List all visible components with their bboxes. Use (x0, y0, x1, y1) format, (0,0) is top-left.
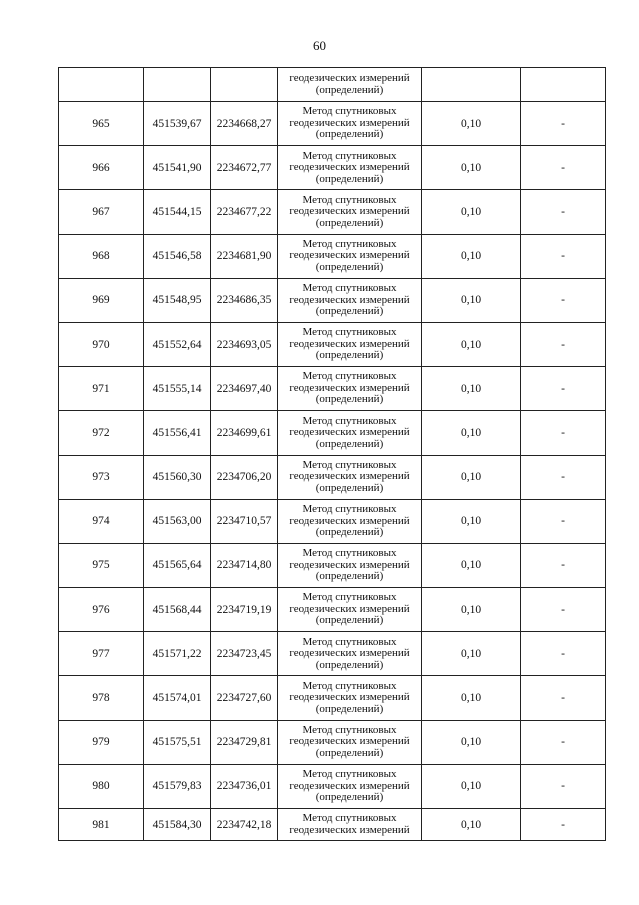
cell-precision: 0,10 (422, 367, 521, 411)
table-body (59, 68, 606, 841)
method-text: Метод спутниковых геодезических измерений (определений) (289, 414, 410, 450)
cell-num: 972 (59, 411, 144, 455)
cell-num: 971 (59, 367, 144, 411)
cell-description: - (521, 720, 606, 764)
cell-method (278, 809, 422, 841)
cell-x: 451575,51 (144, 720, 211, 764)
method-text: Метод спутниковых геодезических измерений (определений) (289, 635, 410, 671)
cell-precision: 0,10 (422, 764, 521, 808)
cell-x: 451568,44 (144, 588, 211, 632)
cell-method (278, 322, 422, 366)
table-row (59, 411, 606, 455)
cell-x: 451563,00 (144, 499, 211, 543)
cell-description: - (521, 764, 606, 808)
table-row (59, 455, 606, 499)
table-row (59, 543, 606, 587)
cell-num: 969 (59, 278, 144, 322)
table-row-last (59, 809, 606, 841)
cell-x: 451555,14 (144, 367, 211, 411)
cell-description: - (521, 411, 606, 455)
table-row (59, 146, 606, 190)
cell-x: 451584,30 (144, 809, 211, 841)
method-text: Метод спутниковых геодезических измерений (определений) (289, 768, 410, 804)
method-text: Метод спутниковых геодезических измерений (определений) (289, 679, 410, 715)
cell-y: 2234693,05 (211, 322, 278, 366)
page-number: 60 (313, 38, 326, 53)
cell-description: - (521, 632, 606, 676)
cell-num: 979 (59, 720, 144, 764)
table-row (59, 676, 606, 720)
cell-method (278, 720, 422, 764)
cell-y: 2234672,77 (211, 146, 278, 190)
cell-description: - (521, 234, 606, 278)
table-row (59, 278, 606, 322)
cell-y: 2234742,18 (211, 809, 278, 841)
cell-description: - (521, 146, 606, 190)
cell-x: 451556,41 (144, 411, 211, 455)
cell-method (278, 764, 422, 808)
table-row (59, 190, 606, 234)
cell-y: 2234699,61 (211, 411, 278, 455)
cell-x (144, 68, 211, 102)
cell-num: 978 (59, 676, 144, 720)
cell-x: 451579,83 (144, 764, 211, 808)
table-row (59, 588, 606, 632)
cell-precision: 0,10 (422, 499, 521, 543)
cell-method (278, 68, 422, 102)
cell-num: 973 (59, 455, 144, 499)
cell-precision: 0,10 (422, 102, 521, 146)
cell-precision: 0,10 (422, 234, 521, 278)
cell-precision: 0,10 (422, 455, 521, 499)
cell-description: - (521, 455, 606, 499)
cell-num: 970 (59, 322, 144, 366)
cell-x: 451552,64 (144, 322, 211, 366)
method-text: Метод спутниковых геодезических измерений (определений) (289, 458, 410, 494)
table-row (59, 632, 606, 676)
cell-method (278, 146, 422, 190)
cell-method (278, 588, 422, 632)
method-text: Метод спутниковых геодезических измерений (определений) (289, 105, 410, 141)
cell-method (278, 367, 422, 411)
cell-x: 451560,30 (144, 455, 211, 499)
method-text: Метод спутниковых геодезических измерений (определений) (289, 326, 410, 362)
cell-method (278, 190, 422, 234)
cell-num: 974 (59, 499, 144, 543)
method-text: Метод спутниковых геодезических измерений (определений) (289, 370, 410, 406)
table-row (59, 720, 606, 764)
method-text: Метод спутниковых геодезических измерений (289, 812, 410, 836)
method-text: Метод спутниковых геодезических измерений (определений) (289, 591, 410, 627)
cell-method (278, 102, 422, 146)
cell-precision: 0,10 (422, 146, 521, 190)
cell-num: 976 (59, 588, 144, 632)
cell-description: - (521, 676, 606, 720)
cell-y: 2234681,90 (211, 234, 278, 278)
cell-x: 451571,22 (144, 632, 211, 676)
table-row (59, 322, 606, 366)
method-text: Метод спутниковых геодезических измерений (определений) (289, 237, 410, 273)
method-text: геодезических измерений (определений) (289, 72, 410, 96)
cell-y: 2234677,22 (211, 190, 278, 234)
cell-x: 451539,67 (144, 102, 211, 146)
cell-num: 980 (59, 764, 144, 808)
cell-x: 451544,15 (144, 190, 211, 234)
table-row (59, 102, 606, 146)
cell-description: - (521, 588, 606, 632)
table-row (59, 367, 606, 411)
table-row (59, 234, 606, 278)
cell-precision: 0,10 (422, 411, 521, 455)
cell-method (278, 234, 422, 278)
cell-method (278, 676, 422, 720)
cell-num (59, 68, 144, 102)
cell-x: 451565,64 (144, 543, 211, 587)
cell-y: 2234668,27 (211, 102, 278, 146)
cell-method (278, 455, 422, 499)
cell-num: 967 (59, 190, 144, 234)
cell-precision: 0,10 (422, 543, 521, 587)
cell-precision (422, 68, 521, 102)
cell-description: - (521, 278, 606, 322)
cell-method (278, 499, 422, 543)
method-text: Метод спутниковых геодезических измерений (определений) (289, 149, 410, 185)
coordinates-table (58, 67, 606, 841)
cell-x: 451574,01 (144, 676, 211, 720)
method-text: Метод спутниковых геодезических измерений (определений) (289, 193, 410, 229)
cell-num: 968 (59, 234, 144, 278)
cell-x: 451546,58 (144, 234, 211, 278)
cell-y (211, 68, 278, 102)
table-row (59, 764, 606, 808)
cell-description (521, 68, 606, 102)
cell-precision: 0,10 (422, 278, 521, 322)
table-row (59, 499, 606, 543)
cell-y: 2234729,81 (211, 720, 278, 764)
cell-y: 2234723,45 (211, 632, 278, 676)
cell-description: - (521, 809, 606, 841)
cell-precision: 0,10 (422, 588, 521, 632)
cell-y: 2234710,57 (211, 499, 278, 543)
cell-precision: 0,10 (422, 632, 521, 676)
cell-num: 977 (59, 632, 144, 676)
cell-y: 2234736,01 (211, 764, 278, 808)
cell-num: 965 (59, 102, 144, 146)
method-text: Метод спутниковых геодезических измерений (определений) (289, 547, 410, 583)
cell-description: - (521, 367, 606, 411)
method-text: Метод спутниковых геодезических измерений (определений) (289, 723, 410, 759)
cell-method (278, 632, 422, 676)
cell-y: 2234714,80 (211, 543, 278, 587)
cell-y: 2234719,19 (211, 588, 278, 632)
cell-y: 2234727,60 (211, 676, 278, 720)
cell-y: 2234706,20 (211, 455, 278, 499)
cell-num: 975 (59, 543, 144, 587)
cell-description: - (521, 190, 606, 234)
cell-num: 981 (59, 809, 144, 841)
cell-precision: 0,10 (422, 809, 521, 841)
cell-description: - (521, 499, 606, 543)
method-text: Метод спутниковых геодезических измерений (определений) (289, 282, 410, 318)
cell-description: - (521, 102, 606, 146)
cell-method (278, 411, 422, 455)
cell-precision: 0,10 (422, 190, 521, 234)
cell-precision: 0,10 (422, 720, 521, 764)
cell-num: 966 (59, 146, 144, 190)
cell-precision: 0,10 (422, 322, 521, 366)
cell-x: 451541,90 (144, 146, 211, 190)
cell-method (278, 278, 422, 322)
cell-description: - (521, 322, 606, 366)
cell-y: 2234697,40 (211, 367, 278, 411)
cell-y: 2234686,35 (211, 278, 278, 322)
cell-precision: 0,10 (422, 676, 521, 720)
table-row-continuation (59, 68, 606, 102)
method-text: Метод спутниковых геодезических измерений (определений) (289, 503, 410, 539)
cell-method (278, 543, 422, 587)
cell-description: - (521, 543, 606, 587)
cell-x: 451548,95 (144, 278, 211, 322)
